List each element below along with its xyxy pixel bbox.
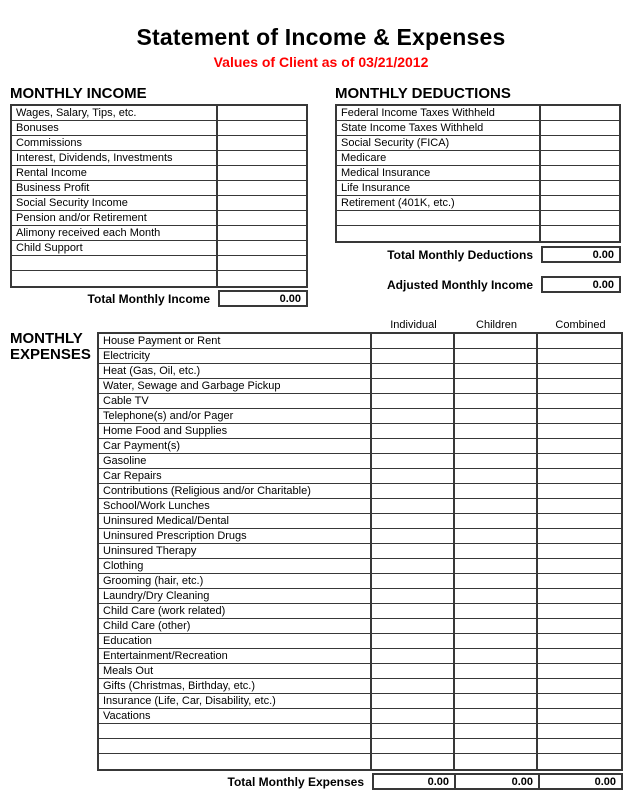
row-value-cell[interactable] <box>372 409 455 423</box>
row-label: House Payment or Rent <box>99 334 372 348</box>
table-row <box>99 664 621 679</box>
row-value-cell[interactable] <box>218 211 306 225</box>
row-value-cell[interactable] <box>218 256 306 270</box>
row-label: Business Profit <box>12 181 218 195</box>
table-row <box>12 241 306 256</box>
monthly-expenses-header <box>10 331 91 363</box>
row-label: Water, Sewage and Garbage Pickup <box>99 379 372 393</box>
table-row <box>99 424 621 439</box>
row-label: Child Care (work related) <box>99 604 372 618</box>
row-value-cell[interactable] <box>218 241 306 255</box>
row-value-cell[interactable] <box>538 589 621 603</box>
monthly-income-header: MONTHLY INCOME <box>10 85 147 102</box>
row-value-cell[interactable] <box>538 514 621 528</box>
table-row <box>337 181 619 196</box>
table-row <box>337 226 619 241</box>
row-value-cell[interactable] <box>538 334 621 348</box>
row-value-cell[interactable] <box>218 121 306 135</box>
table-row <box>99 394 621 409</box>
row-label: Wages, Salary, Tips, etc. <box>12 106 218 120</box>
table-row <box>12 151 306 166</box>
monthly-deductions-header: MONTHLY DEDUCTIONS <box>335 85 511 102</box>
table-row <box>99 679 621 694</box>
row-value-cell[interactable] <box>538 379 621 393</box>
row-value-cell[interactable] <box>538 664 621 678</box>
row-value-cell[interactable] <box>538 424 621 438</box>
expenses-total-label: Total Monthly Expenses <box>227 774 364 789</box>
row-value-cell[interactable] <box>455 439 538 453</box>
row-value-cell[interactable] <box>372 484 455 498</box>
row-value-cell[interactable] <box>455 679 538 693</box>
row-value-cell[interactable] <box>455 484 538 498</box>
row-value-cell[interactable] <box>541 196 619 210</box>
row-value-cell[interactable] <box>538 409 621 423</box>
row-value-cell[interactable] <box>541 181 619 195</box>
row-value-cell[interactable] <box>538 499 621 513</box>
row-value-cell[interactable] <box>455 364 538 378</box>
row-value-cell[interactable] <box>455 334 538 348</box>
column-header-combined: Combined <box>555 319 606 331</box>
row-value-cell[interactable] <box>538 649 621 663</box>
row-value-cell[interactable] <box>541 106 619 120</box>
row-value-cell[interactable] <box>538 469 621 483</box>
row-value-cell[interactable] <box>541 211 619 225</box>
row-label: Child Care (other) <box>99 619 372 633</box>
row-value-cell[interactable] <box>372 514 455 528</box>
row-value-cell[interactable] <box>538 709 621 723</box>
table-row <box>99 559 621 574</box>
row-value-cell[interactable] <box>372 664 455 678</box>
row-label: Grooming (hair, etc.) <box>99 574 372 588</box>
row-value-cell[interactable] <box>455 409 538 423</box>
row-value-cell[interactable] <box>372 454 455 468</box>
table-row <box>99 604 621 619</box>
row-value-cell[interactable] <box>218 151 306 165</box>
row-value-cell[interactable] <box>372 679 455 693</box>
expenses-total-row <box>97 773 623 790</box>
row-value-cell[interactable] <box>372 634 455 648</box>
table-row <box>99 634 621 649</box>
deductions-total-value: 0.00 <box>541 246 621 263</box>
row-label: State Income Taxes Withheld <box>337 121 541 135</box>
row-value-cell[interactable] <box>538 724 621 738</box>
row-label: Telephone(s) and/or Pager <box>99 409 372 423</box>
row-value-cell[interactable] <box>455 424 538 438</box>
row-value-cell[interactable] <box>538 619 621 633</box>
row-value-cell[interactable] <box>538 694 621 708</box>
row-label: Federal Income Taxes Withheld <box>337 106 541 120</box>
table-row <box>12 121 306 136</box>
row-value-cell[interactable] <box>218 181 306 195</box>
row-label <box>337 211 541 225</box>
row-label <box>337 226 541 241</box>
row-value-cell[interactable] <box>538 634 621 648</box>
row-value-cell[interactable] <box>372 379 455 393</box>
income-total-label: Total Monthly Income <box>87 291 210 306</box>
row-value-cell[interactable] <box>372 364 455 378</box>
table-row <box>99 544 621 559</box>
adjusted-income-value: 0.00 <box>541 276 621 293</box>
row-label: Child Support <box>12 241 218 255</box>
table-row <box>99 649 621 664</box>
table-row <box>99 709 621 724</box>
row-value-cell[interactable] <box>372 694 455 708</box>
table-row <box>99 484 621 499</box>
row-value-cell[interactable] <box>372 334 455 348</box>
row-value-cell[interactable] <box>372 739 455 753</box>
row-label: Heat (Gas, Oil, etc.) <box>99 364 372 378</box>
row-value-cell[interactable] <box>372 544 455 558</box>
table-row <box>99 454 621 469</box>
row-value-cell[interactable] <box>372 394 455 408</box>
table-row <box>99 514 621 529</box>
page-title: Statement of Income & Expenses <box>136 24 506 50</box>
table-row <box>12 181 306 196</box>
row-value-cell[interactable] <box>372 424 455 438</box>
table-row <box>337 136 619 151</box>
row-value-cell[interactable] <box>372 499 455 513</box>
row-label: Education <box>99 634 372 648</box>
row-label: Entertainment/Recreation <box>99 649 372 663</box>
row-value-cell[interactable] <box>538 364 621 378</box>
row-label <box>99 739 372 753</box>
table-row <box>99 364 621 379</box>
row-value-cell[interactable] <box>455 634 538 648</box>
row-value-cell[interactable] <box>372 574 455 588</box>
table-row <box>12 106 306 121</box>
expenses-total-value-individual: 0.00 <box>372 773 456 790</box>
row-value-cell[interactable] <box>455 649 538 663</box>
column-header-children: Children <box>476 319 517 331</box>
row-label: Uninsured Prescription Drugs <box>99 529 372 543</box>
expenses-total-value-children: 0.00 <box>454 773 540 790</box>
row-value-cell[interactable] <box>372 619 455 633</box>
row-label: Commissions <box>12 136 218 150</box>
row-value-cell[interactable] <box>538 529 621 543</box>
table-row <box>12 256 306 271</box>
row-value-cell[interactable] <box>455 454 538 468</box>
row-label: Life Insurance <box>337 181 541 195</box>
row-value-cell[interactable] <box>372 559 455 573</box>
row-value-cell[interactable] <box>218 196 306 210</box>
table-row <box>99 439 621 454</box>
table-row <box>12 166 306 181</box>
row-label: Gifts (Christmas, Birthday, etc.) <box>99 679 372 693</box>
row-value-cell[interactable] <box>538 574 621 588</box>
row-label <box>99 754 372 769</box>
row-value-cell[interactable] <box>455 514 538 528</box>
row-value-cell[interactable] <box>538 739 621 753</box>
row-value-cell[interactable] <box>218 271 306 286</box>
row-value-cell[interactable] <box>538 754 621 769</box>
table-row <box>337 166 619 181</box>
row-value-cell[interactable] <box>372 589 455 603</box>
row-label: Home Food and Supplies <box>99 424 372 438</box>
table-row <box>337 121 619 136</box>
table-row <box>99 739 621 754</box>
row-value-cell[interactable] <box>455 469 538 483</box>
income-total-value: 0.00 <box>218 290 308 307</box>
row-value-cell[interactable] <box>218 136 306 150</box>
row-value-cell[interactable] <box>538 679 621 693</box>
row-value-cell[interactable] <box>538 484 621 498</box>
row-label: Meals Out <box>99 664 372 678</box>
row-label: Cable TV <box>99 394 372 408</box>
row-value-cell[interactable] <box>455 559 538 573</box>
table-row <box>337 211 619 226</box>
column-header-individual: Individual <box>390 319 437 331</box>
income-table <box>10 104 308 288</box>
row-value-cell[interactable] <box>455 574 538 588</box>
table-row <box>12 196 306 211</box>
row-label: Car Payment(s) <box>99 439 372 453</box>
row-value-cell[interactable] <box>218 226 306 240</box>
row-value-cell[interactable] <box>455 694 538 708</box>
table-row <box>99 724 621 739</box>
row-label: Contributions (Religious and/or Charitable) <box>99 484 372 498</box>
row-value-cell[interactable] <box>218 106 306 120</box>
row-label: Bonuses <box>12 121 218 135</box>
row-value-cell[interactable] <box>218 166 306 180</box>
table-row <box>99 619 621 634</box>
row-label: Uninsured Medical/Dental <box>99 514 372 528</box>
row-value-cell[interactable] <box>538 454 621 468</box>
row-label: Social Security Income <box>12 196 218 210</box>
row-label: Interest, Dividends, Investments <box>12 151 218 165</box>
row-value-cell[interactable] <box>455 379 538 393</box>
row-label: Medicare <box>337 151 541 165</box>
row-label: Car Repairs <box>99 469 372 483</box>
row-value-cell[interactable] <box>541 226 619 241</box>
row-value-cell[interactable] <box>372 754 455 769</box>
table-row <box>337 151 619 166</box>
deductions-total-row <box>335 246 621 263</box>
row-value-cell[interactable] <box>455 499 538 513</box>
table-row <box>12 271 306 286</box>
row-value-cell[interactable] <box>372 604 455 618</box>
row-value-cell[interactable] <box>538 394 621 408</box>
row-value-cell[interactable] <box>372 439 455 453</box>
monthly-expenses-header-line1: MONTHLY <box>10 330 83 347</box>
row-value-cell[interactable] <box>455 604 538 618</box>
row-value-cell[interactable] <box>541 121 619 135</box>
row-value-cell[interactable] <box>541 166 619 180</box>
page-subtitle: Values of Client as of 03/21/2012 <box>213 54 429 70</box>
row-value-cell[interactable] <box>538 604 621 618</box>
row-label: Gasoline <box>99 454 372 468</box>
row-value-cell[interactable] <box>455 754 538 769</box>
row-value-cell[interactable] <box>455 619 538 633</box>
table-row <box>99 469 621 484</box>
row-label: Pension and/or Retirement <box>12 211 218 225</box>
table-row <box>99 334 621 349</box>
expenses-table <box>97 332 623 771</box>
table-row <box>99 529 621 544</box>
row-label: Electricity <box>99 349 372 363</box>
row-label: Clothing <box>99 559 372 573</box>
row-value-cell[interactable] <box>541 136 619 150</box>
adjusted-income-row <box>335 276 621 293</box>
row-value-cell[interactable] <box>455 394 538 408</box>
table-row <box>99 499 621 514</box>
row-value-cell[interactable] <box>538 349 621 363</box>
row-label: Laundry/Dry Cleaning <box>99 589 372 603</box>
row-value-cell[interactable] <box>541 151 619 165</box>
table-row <box>99 379 621 394</box>
table-row <box>99 694 621 709</box>
row-value-cell[interactable] <box>455 664 538 678</box>
row-value-cell[interactable] <box>455 739 538 753</box>
row-label: Uninsured Therapy <box>99 544 372 558</box>
table-row <box>12 211 306 226</box>
row-value-cell[interactable] <box>455 724 538 738</box>
row-label: Retirement (401K, etc.) <box>337 196 541 210</box>
monthly-expenses-header-line2: EXPENSES <box>10 346 91 363</box>
row-value-cell[interactable] <box>372 349 455 363</box>
table-row <box>12 136 306 151</box>
row-label: Vacations <box>99 709 372 723</box>
row-label: Medical Insurance <box>337 166 541 180</box>
row-label <box>99 724 372 738</box>
row-value-cell[interactable] <box>455 529 538 543</box>
row-value-cell[interactable] <box>538 544 621 558</box>
row-value-cell[interactable] <box>372 709 455 723</box>
row-label: Social Security (FICA) <box>337 136 541 150</box>
row-value-cell[interactable] <box>372 724 455 738</box>
income-total-row <box>10 290 308 307</box>
row-value-cell[interactable] <box>455 709 538 723</box>
row-label: Insurance (Life, Car, Disability, etc.) <box>99 694 372 708</box>
row-value-cell[interactable] <box>455 544 538 558</box>
row-label: School/Work Lunches <box>99 499 372 513</box>
table-row <box>99 574 621 589</box>
expenses-total-value-combined: 0.00 <box>538 773 623 790</box>
table-row <box>99 409 621 424</box>
adjusted-income-label: Adjusted Monthly Income <box>386 277 533 292</box>
row-value-cell[interactable] <box>538 559 621 573</box>
row-label <box>12 256 218 270</box>
table-row <box>337 106 619 121</box>
row-value-cell[interactable] <box>455 349 538 363</box>
table-row <box>99 349 621 364</box>
row-label: Rental Income <box>12 166 218 180</box>
row-value-cell[interactable] <box>372 529 455 543</box>
table-row <box>99 754 621 769</box>
table-row <box>337 196 619 211</box>
row-label <box>12 271 218 286</box>
row-value-cell[interactable] <box>372 469 455 483</box>
row-value-cell[interactable] <box>538 439 621 453</box>
deductions-table <box>335 104 621 243</box>
row-label: Alimony received each Month <box>12 226 218 240</box>
table-row <box>12 226 306 241</box>
row-value-cell[interactable] <box>455 589 538 603</box>
deductions-total-label: Total Monthly Deductions <box>387 247 533 262</box>
row-value-cell[interactable] <box>372 649 455 663</box>
table-row <box>99 589 621 604</box>
